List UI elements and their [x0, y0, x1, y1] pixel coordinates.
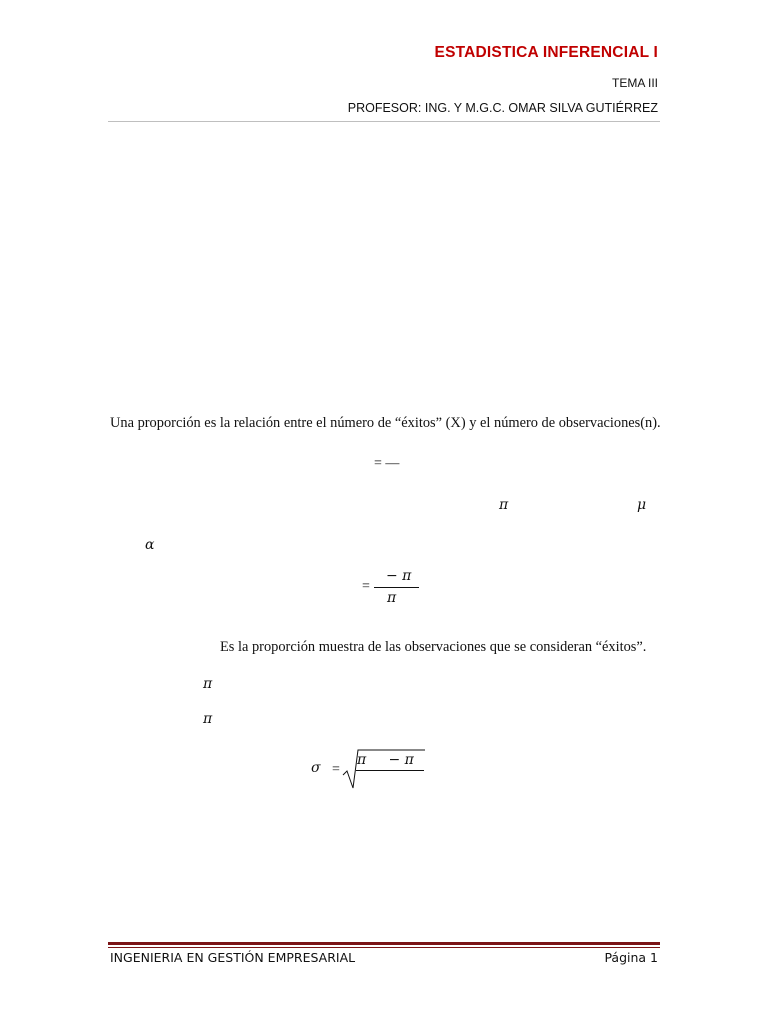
sigma-symbol: σ	[311, 760, 321, 776]
exitos-note: Es la proporción muestra de las observaciones que se consideran “éxitos”.	[220, 639, 647, 655]
pi-symbol-3: π	[203, 711, 213, 727]
footer-page-number: Página 1	[604, 950, 658, 965]
footer-program: INGENIERIA EN GESTIÓN EMPRESARIAL	[110, 950, 356, 965]
header-divider	[108, 121, 660, 122]
pi-symbol: π	[499, 497, 509, 513]
footer-rule-thin	[108, 947, 660, 948]
sqrt-fraction-bar	[356, 770, 424, 771]
fraction-numerator: − π	[386, 568, 412, 584]
header-profesor: PROFESOR: ING. Y M.G.C. OMAR SILVA GUTIÉRREZ	[347, 101, 658, 115]
pi-symbol-2: π	[203, 676, 213, 692]
footer-rule-thick	[108, 942, 660, 945]
proportion-definition: Una proporción es la relación entre el número de “éxitos” (X) y el número de observaciones(n).	[110, 415, 661, 431]
document-title: ESTADISTICA INFERENCIAL I	[434, 44, 658, 61]
fraction-denominator: π	[387, 590, 397, 606]
sqrt-numerator: π − π	[357, 752, 414, 768]
sigma-equals: =	[332, 762, 340, 777]
fraction-bar	[374, 587, 419, 588]
alpha-symbol: α	[145, 537, 155, 553]
mu-symbol: μ	[637, 497, 647, 513]
fraction-equals: =	[362, 579, 370, 594]
header-tema: TEMA III	[611, 76, 658, 90]
formula-proportion: = —	[374, 456, 400, 471]
